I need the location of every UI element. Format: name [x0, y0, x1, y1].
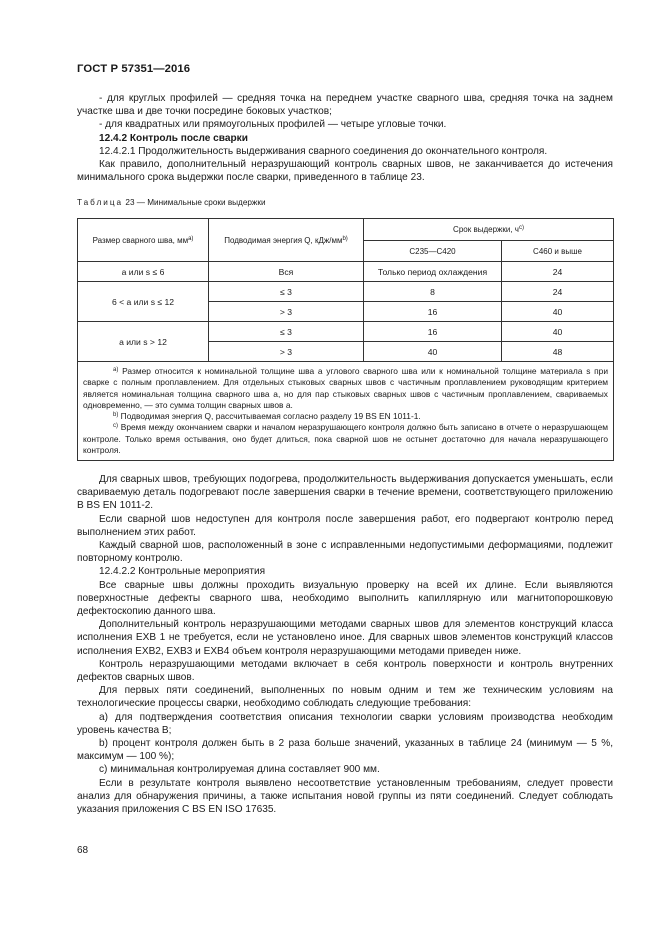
table-row — [78, 282, 614, 302]
cell-time-1: 40 — [364, 342, 502, 362]
paragraph-exb: Дополнительный контроль неразрушающими методами сварных швов для элементов конструкций класса исполнения ЕХВ 1 не требуется, если не установлено иное. Для сварных швов элементов конструкций классов исполнения ЕХВ2, ЕХВ3 и ЕХВ4 объем контроля неразрушающими методами приведен ниже. — [77, 619, 613, 657]
header-steel-c235-c420: С235—С420 — [364, 241, 502, 262]
cell-energy: ≤ 3 — [209, 322, 364, 342]
table-row — [78, 322, 614, 342]
cell-energy: > 3 — [209, 342, 364, 362]
paragraph-first-five: Для первых пяти соединений, выполненных по новым одним и тем же техническим условиям на технологические процессы сварки, необходимо соблюдать следующие требования: — [77, 685, 613, 710]
holding-time-table — [77, 218, 614, 461]
paragraph-preheat: Для сварных швов, требующих подогрева, продолжительность выдерживания допускается уменьшать, если свариваемую деталь подогревают после завершения сварки в течение времени, соответствующего приложению В BS EN 1011-2. — [77, 474, 613, 512]
cell-time-2: 48 — [502, 342, 614, 362]
intro-item-square: - для квадратных или прямоугольных профилей — четыре угловые точки. — [99, 119, 447, 131]
document-header: ГОСТ Р 57351—2016 — [77, 63, 191, 75]
header-heat-input: Подводимая энергия Q, кДж/$мм^{b)}$ — [209, 219, 364, 262]
intro-block — [77, 92, 613, 184]
header-weld-size: Размер сварного шва, $мм^{a)}$ — [78, 219, 209, 262]
paragraph-nonconformity: Если в результате контроля выявлено несоответствие установленным требованиям, следует провести анализ для обнаружения причины, а также испытания новой группы из пяти соединений. Следует соблюдать указания приложения С BS EN ISO 17635. — [77, 777, 613, 816]
paragraph-12-4-2-1: 12.4.2.1 Продолжительность выдерживания сварного соединения до окончательного контроля. — [99, 145, 548, 157]
cell-size: 6 < a или s ≤ 12 — [78, 282, 209, 322]
intro-item-round: - для круглых профилей — средняя точка на переднем участке сварного шва, средняя точка на заднем участке шва и две точки посредине боковых участков; — [77, 93, 613, 118]
cell-energy: > 3 — [209, 302, 364, 322]
cell-energy: ≤ 3 — [209, 282, 364, 302]
list-item-c: c) минимальная контролируемая длина составляет 900 мм. — [99, 764, 380, 776]
cell-time-1: 16 — [364, 322, 502, 342]
paragraph-ndt-scope: Контроль неразрушающими методами включает в себя контроль поверхности и контроль внутренних дефектов сварных швов. — [77, 658, 613, 684]
list-item-a: а) для подтверждения соответствия описания технологии сварки условиям производства необходим уровень качества В; — [77, 711, 613, 736]
table-footnotes — [78, 362, 614, 461]
cell-energy: Вся — [209, 262, 364, 282]
paragraph-holding-time: Как правило, дополнительный неразрушающий контроль сварных швов, не заканчивается до истечения минимального срока выдержки после сварки, приведенного в таблице 23. — [77, 159, 613, 184]
footnote-c: $^{c)}$ Время между окончанием сварки и началом неразрушающего контроля должно быть записано в отчете о неразрушающем контроле. Только время остывания, оно будет длиться, пока сварной шов не остынет достаточно для начала неразрушающего контроля. — [83, 422, 609, 456]
subsection-heading: 12.4.2.2 Контрольные мероприятия — [99, 566, 266, 578]
cell-time-2: 24 — [502, 282, 614, 302]
table-row — [78, 262, 614, 282]
cell-time-1: 8 — [364, 282, 502, 302]
section-heading: 12.4.2 Контроль после сварки — [99, 132, 248, 144]
table-caption — [77, 198, 266, 207]
cell-time-2: 40 — [502, 302, 614, 322]
cell-time-1: Только период охлаждения — [364, 262, 502, 282]
cell-size: a или s > 12 — [78, 322, 209, 362]
list-item-b: b) процент контроля должен быть в 2 раза больше значений, указанных в таблице 24 (минимум — 5 %, максимум — 100 %); — [77, 738, 613, 763]
cell-time-2: 40 — [502, 322, 614, 342]
header-holding-time: Срок выдержки, $ч^{c)}$ — [364, 219, 614, 241]
footnote-a: $^{a)}$ Размер относится к номинальной толщине шва a углового сварного шва или к номинальной толщине материала s при сварке с полным проплавлением. Для отдельных стыковых сварных швов с частичным проплавлением руководящим критерием является номинальная толщина сварного шва a, но для пар стыковых сварных швов с частичным проплавлением, свариваемых одновременно, — это сумма толщин сварных швов a. — [83, 366, 608, 410]
cell-size: a или s ≤ 6 — [78, 262, 209, 282]
paragraph-recheck: Каждый сварной шов, расположенный в зоне с исправленными недопустимыми деформациями, подлежит повторному контролю. — [77, 540, 613, 565]
footnote-b: $^{b)}$ Подводимая энергия Q, рассчитываемая согласно разделу 19 BS EN 1011-1. — [113, 411, 421, 422]
body-block — [77, 473, 613, 816]
header-steel-c460: С460 и выше — [502, 241, 614, 262]
table-caption-prefix: Таблица — [77, 198, 124, 207]
table-caption-title: 23 — Минимальные сроки выдержки — [125, 198, 266, 207]
cell-time-2: 24 — [502, 262, 614, 282]
paragraph-visual: Все сварные швы должны проходить визуальную проверку на всей их длине. Если выявляются поверхностные дефекты сварного шва, необходимо выполнить капиллярную или магнитопорошковую дефектоскопию данного шва. — [77, 579, 613, 618]
cell-time-1: 16 — [364, 302, 502, 322]
paragraph-inaccessible: Если сварной шов недоступен для контроля после завершения работ, его подвергают контролю перед выполнением этих работ. — [77, 513, 613, 538]
page-number: 68 — [77, 845, 89, 856]
